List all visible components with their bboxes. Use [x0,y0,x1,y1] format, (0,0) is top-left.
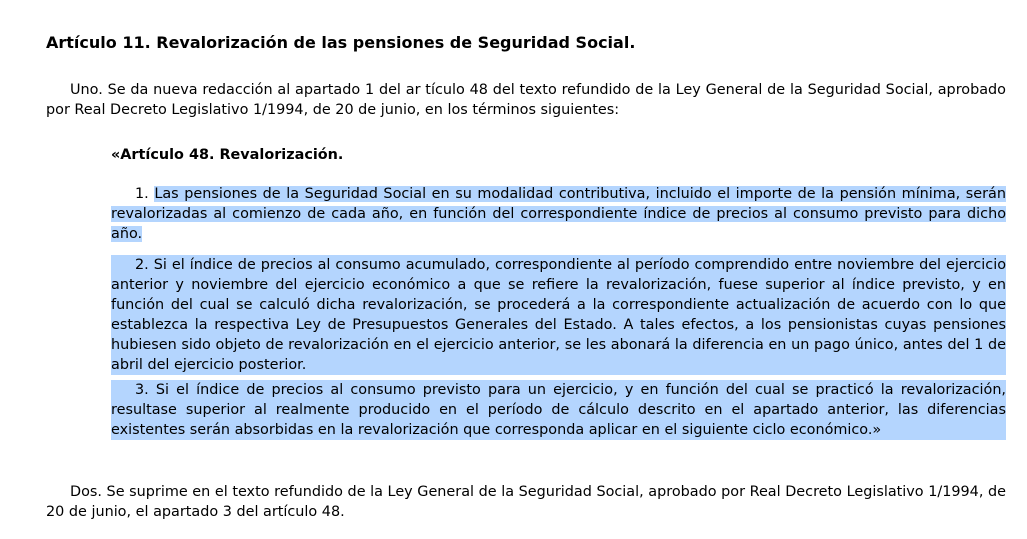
selected-text[interactable]: Si el índice de precios al consumo acumulado, correspondiente al período comprendido entre noviembre del ejercicio anterior y noviembre del ejercicio económico a que se refiere la revalorización, fuese superior al índice previsto, y en función del cual se calculó dicha revalorización, se procederá a la correspondiente actualización de acuerdo con lo que establezca la respectiva Ley de Presupuestos Generales del Estado. A tales efectos, a los pensionistas cuyas pensiones hubiesen sido objeto de revalorización en el ejercicio anterior, se les abonará la diferencia en un pago único, antes del 1 de abril del ejercicio posterior. [111,257,1006,373]
list-item[interactable] [111,255,1006,375]
item-number: 3. [135,382,149,398]
item-number: 2. [135,257,149,273]
paragraph-uno[interactable]: Uno. Se da nueva redacción al apartado 1 del ar tículo 48 del texto refundido de la Ley General de la Seguridad Social, aprobado por Real Decreto Legislativo 1/1994, de 20 de junio, en los términos siguientes: [46,82,1006,118]
selected-text[interactable]: Las pensiones de la Seguridad Social en su modalidad contributiva, incluido el importe de la pensión mínima, serán revalorizadas al comienzo de cada año, en función del correspondiente índice de precios al consumo previsto para dicho año. [111,186,1006,242]
quoted-article-title[interactable]: «Artículo 48. Revalorización. [111,147,344,163]
paragraph-dos[interactable]: Dos. Se suprime en el texto refundido de la Ley General de la Seguridad Social, aprobado por Real Decreto Legislativo 1/1994, de 20 de junio, el apartado 3 del artículo 48. [46,484,1006,520]
list-item[interactable] [111,184,1006,244]
list-item[interactable] [111,380,1006,440]
item-number: 1. [135,186,149,202]
selected-text[interactable]: Si el índice de precios al consumo previsto para un ejercicio, y en función del cual se practicó la revalorización, resultase superior al realmente producido en el período de cálculo descrito en el apartado anterior, las diferencias existentes serán absorbidas en la revalorización que corresponda aplicar en el siguiente ciclo económico.» [111,382,1007,438]
article-title: Artículo 11. Revalorización de las pensiones de Seguridad Social. [46,33,636,52]
